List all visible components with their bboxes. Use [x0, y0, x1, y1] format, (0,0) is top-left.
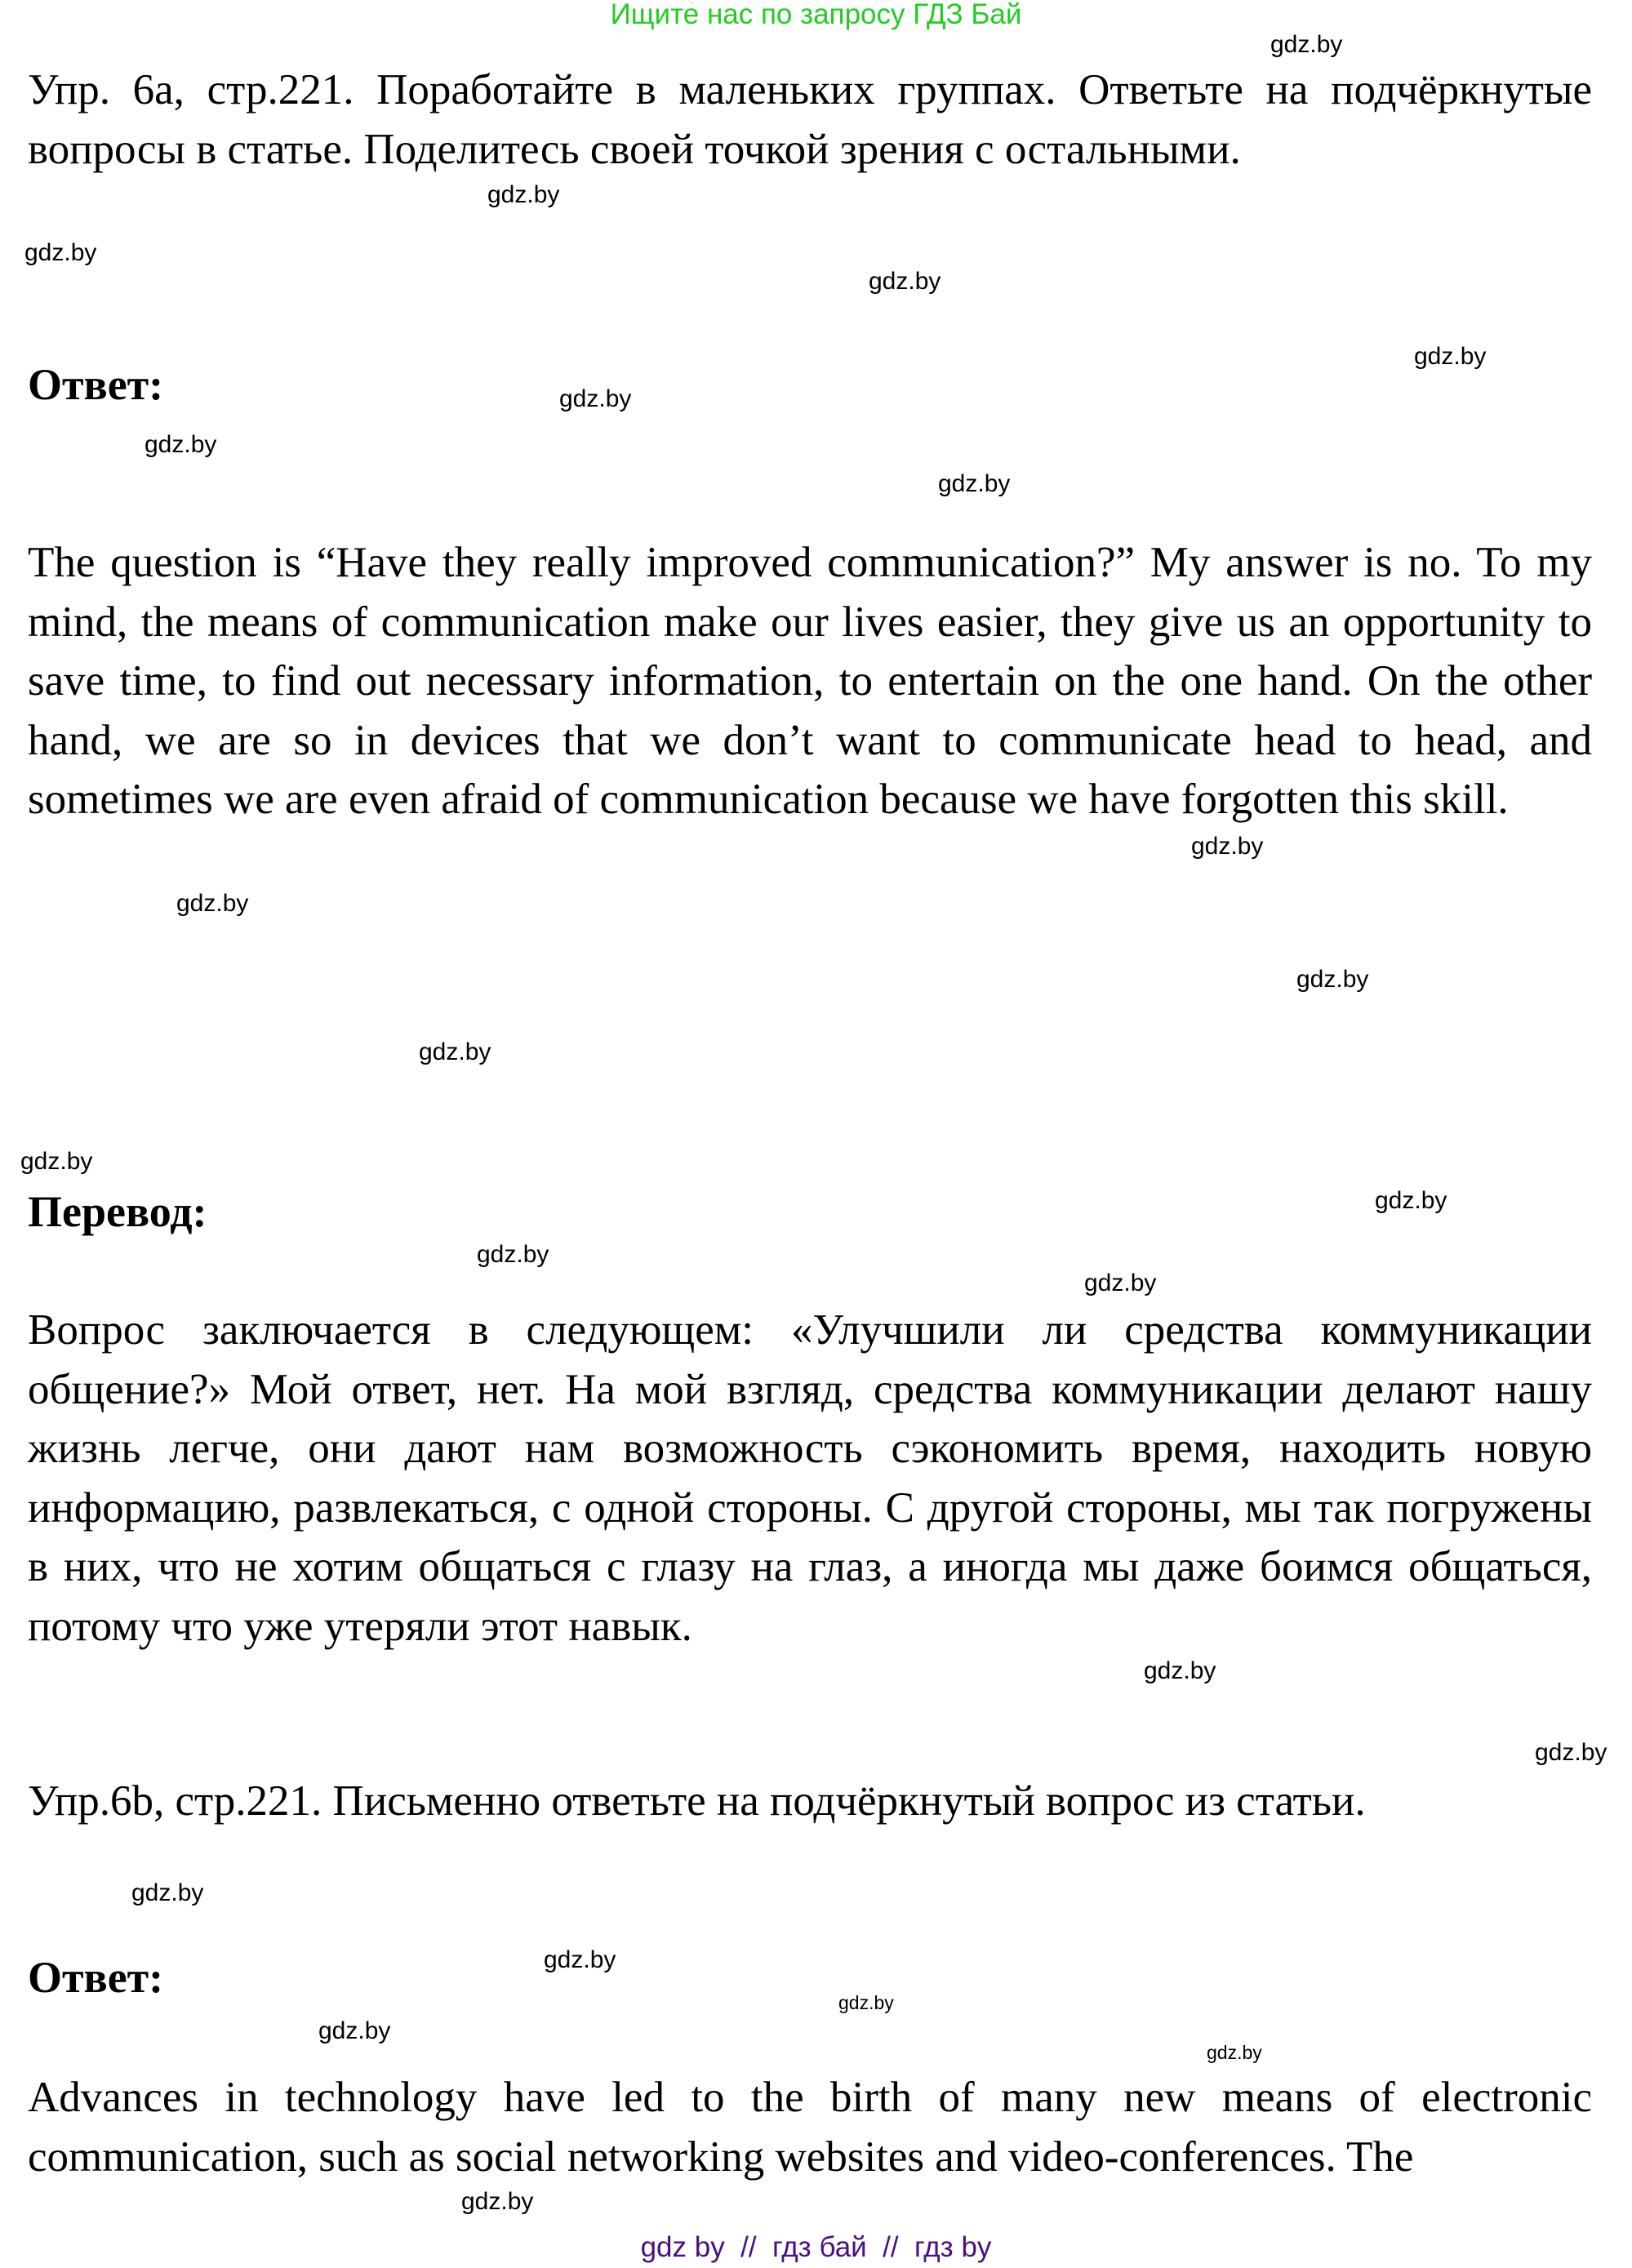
watermark: gdz.by [176, 890, 249, 917]
watermark: gdz.by [1207, 2042, 1262, 2063]
watermark: gdz.by [1084, 1270, 1157, 1296]
watermark: gdz.by [145, 431, 217, 458]
watermark: gdz.by [1270, 31, 1343, 58]
watermark: gdz.by [938, 470, 1011, 497]
exercise-6a-task: Упр. 6а, стр.221. Поработайте в маленьких группах. Ответьте на подчёркнутые вопросы в статье. Поделитесь своей точкой зрения с остальными. [28, 66, 1592, 173]
watermark: gdz.by [419, 1038, 491, 1065]
watermark: gdz.by [1144, 1657, 1216, 1684]
watermark: gdz.by [20, 1148, 93, 1175]
watermark: gdz.by [1535, 1739, 1608, 1766]
exercise-6b-answer-heading: Ответ: [28, 1953, 164, 2002]
watermark: gdz.by [1191, 833, 1264, 860]
watermark: gdz.by [559, 385, 632, 412]
watermark: gdz.by [1375, 1187, 1447, 1214]
footer-links[interactable]: gdz by // гдз бай // гдз by [640, 2231, 992, 2263]
watermark: gdz.by [24, 239, 97, 266]
exercise-6a-answer-text: The question is “Have they really improved communication?” My answer is no. To my mind, the means of communication make our lives easier, they give us an opportunity to save time, to find out necessary information, to entertain on the one hand. On the other hand, we are so in devices that we don’t want to communicate head to head, and sometimes we are even afraid of communication because we have forgotten this skill. [28, 539, 1592, 823]
watermark: gdz.by [869, 268, 941, 295]
translation-text: Вопрос заключается в следующем: «Улучшили ли средства коммуникации общение?» Мой ответ, нет. На мой взгляд, средства коммуникации делают нашу жизнь легче, они дают нам возможность сэкономить время, находить новую информацию, развлекаться, с одной стороны. С другой стороны, мы так погружены в них, что не хотим общаться с глазу на глаз, а иногда мы даже боимся общаться, потому что уже утеряли этот навык. [28, 1306, 1592, 1650]
watermark: gdz.by [487, 181, 560, 208]
watermark: gdz.by [477, 1241, 549, 1268]
exercise-6b-task: Упр.6b, стр.221. Письменно ответьте на подчёркнутый вопрос из статьи. [28, 1777, 1366, 1825]
exercise-6b-answer-text: Advances in technology have led to the birth of many new means of electronic communication, such as social networking websites and video-conferences. The [28, 2074, 1592, 2181]
watermark: gdz.by [1414, 343, 1487, 370]
translation-heading: Перевод: [28, 1187, 207, 1236]
watermark: gdz.by [461, 2188, 534, 2215]
exercise-6a-answer-heading: Ответ: [28, 360, 164, 409]
watermark: gdz.by [318, 2017, 391, 2044]
watermark: gdz.by [544, 1946, 616, 1973]
watermark: gdz.by [838, 1992, 894, 2013]
search-hint-banner[interactable]: Ищите нас по запросу ГДЗ Бай [610, 0, 1022, 30]
watermark: gdz.by [131, 1879, 204, 1906]
watermark: gdz.by [1296, 966, 1369, 993]
